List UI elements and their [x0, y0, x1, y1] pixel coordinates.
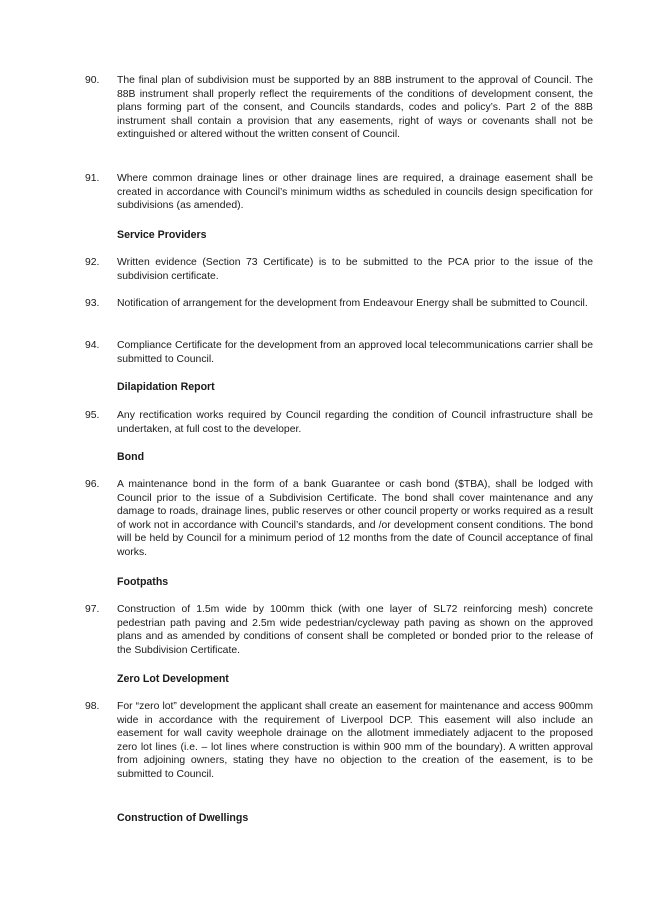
- condition-item-94: [85, 339, 593, 366]
- condition-item-95: [85, 409, 593, 436]
- condition-item-91: [85, 172, 593, 213]
- condition-text: Compliance Certificate for the development from an approved local telecommunications carrier shall be submitted to Council.: [117, 340, 593, 365]
- condition-text: Written evidence (Section 73 Certificate) is to be submitted to the PCA prior to the issue of the subdivision certificate.: [117, 257, 593, 282]
- heading-footpaths: Footpaths: [117, 576, 169, 588]
- condition-item-98: [85, 700, 593, 782]
- condition-number: 95.: [85, 410, 100, 421]
- condition-text: The final plan of subdivision must be supported by an 88B instrument to the approval of Council. The 88B instrument shall properly reflect the requirements of the conditions of development consent, the plans forming part of the consent, and Councils standards, codes and policy’s. Part 2 of the 88B instrument shall contain a provision that any easements, right of ways or covenants shall not be extinguished or altered without the written consent of Council.: [117, 75, 593, 141]
- condition-item-92: [85, 256, 593, 283]
- condition-text: Any rectification works required by Council regarding the condition of Council infrastructure shall be undertaken, at full cost to the developer.: [117, 410, 593, 435]
- condition-number: 94.: [85, 340, 100, 351]
- condition-text: Construction of 1.5m wide by 100mm thick (with one layer of SL72 reinforcing mesh) concrete pedestrian path paving and 2.5m wide pedestrian/cycleway path paving as shown on the approved plans and as amended by conditions of consent shall be completed or bonded prior to the release of the Subdivision Certificate.: [117, 604, 593, 656]
- heading-service-providers: Service Providers: [117, 229, 207, 241]
- condition-item-96: [85, 478, 593, 560]
- condition-text: A maintenance bond in the form of a bank Guarantee or cash bond ($TBA), shall be lodged with Council prior to the issue of a Subdivision Certificate. The bond shall cover maintenance and any damage to roads, drainage lines, public reserves or other council property or works required as a result of work not in accordance with Council’s standards, and /or development consent conditions. The bond will be held by Council for a minimum period of 12 months from the date of Council acceptance of final works.: [117, 479, 593, 558]
- condition-text: For “zero lot” development the applicant shall create an easement for maintenance and access 900mm wide in accordance with the requirement of Liverpool DCP. This easement will also include an easement for wall cavity weephole drainage on the allotment immediately adjacent to the proposed zero lot lines (i.e. – lot lines where construction is within 900 mm of the boundary). A written approval from adjoining owners, stating they have no objection to the creation of the easement, is to be submitted to Council.: [117, 701, 593, 780]
- condition-number: 93.: [85, 298, 100, 309]
- condition-number: 98.: [85, 701, 100, 712]
- heading-bond: Bond: [117, 451, 145, 463]
- condition-text: Notification of arrangement for the development from Endeavour Energy shall be submitted to Council.: [117, 298, 588, 309]
- condition-number: 92.: [85, 257, 100, 268]
- heading-dilapidation-report: Dilapidation Report: [117, 381, 215, 393]
- heading-zero-lot-development: Zero Lot Development: [117, 673, 229, 685]
- condition-text: Where common drainage lines or other drainage lines are required, a drainage easement shall be created in accordance with Council’s minimum widths as scheduled in councils design specification for subdivisions (as amended).: [117, 173, 593, 212]
- condition-number: 91.: [85, 173, 100, 184]
- condition-number: 97.: [85, 604, 100, 615]
- condition-item-93: [85, 297, 593, 311]
- heading-construction-of-dwellings: Construction of Dwellings: [117, 812, 249, 824]
- condition-item-90: [85, 74, 593, 142]
- condition-item-97: [85, 603, 593, 657]
- condition-number: 90.: [85, 75, 100, 86]
- condition-number: 96.: [85, 479, 100, 490]
